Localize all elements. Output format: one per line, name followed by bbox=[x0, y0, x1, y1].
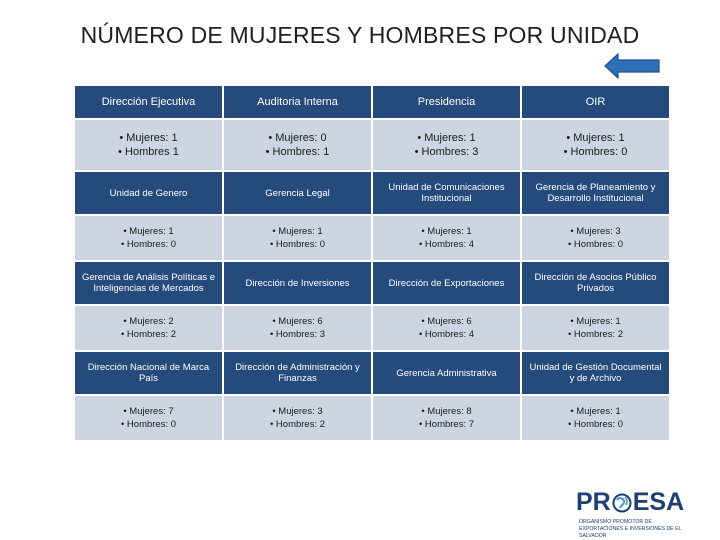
unit-name: Dirección Nacional de Marca País bbox=[75, 352, 222, 394]
header-row bbox=[75, 86, 670, 118]
men-count: • Hombres: 0 bbox=[563, 146, 628, 158]
proesa-logo bbox=[576, 488, 696, 539]
women-count: • Mujeres: 1 bbox=[272, 226, 323, 237]
unit-name: Dirección Ejecutiva bbox=[75, 86, 222, 118]
unit-name: Presidencia bbox=[373, 86, 520, 118]
unit-counts bbox=[373, 216, 520, 260]
logo-subtitle: ORGANISMO PROMOTOR DE EXPORTACIONES E INVERSIONES DE EL SALVADOR bbox=[579, 519, 682, 539]
data-row bbox=[75, 396, 670, 440]
unit-name: Gerencia de Análisis Políticas e Inteligencias de Mercados bbox=[75, 262, 222, 304]
women-count: • Mujeres: 3 bbox=[570, 226, 621, 237]
units-grid bbox=[75, 86, 670, 442]
unit-name: Dirección de Exportaciones bbox=[373, 262, 520, 304]
unit-counts bbox=[224, 216, 371, 260]
unit-name: OIR bbox=[522, 86, 669, 118]
unit-name: Dirección de Asocios Público Privados bbox=[522, 262, 669, 304]
data-row bbox=[75, 306, 670, 350]
globe-icon bbox=[612, 493, 632, 513]
men-count: • Hombres: 0 bbox=[269, 239, 326, 250]
men-count: • Hombres: 0 bbox=[120, 239, 177, 250]
men-count: • Hombres: 7 bbox=[418, 419, 475, 430]
men-count: • Hombres: 1 bbox=[265, 146, 330, 158]
unit-name: Gerencia Administrativa bbox=[373, 352, 520, 394]
unit-counts bbox=[373, 306, 520, 350]
header-row bbox=[75, 172, 670, 214]
men-count: • Hombres: 2 bbox=[567, 329, 624, 340]
unit-counts bbox=[75, 120, 222, 170]
women-count: • Mujeres: 1 bbox=[566, 132, 625, 144]
women-count: • Mujeres: 6 bbox=[272, 316, 323, 327]
unit-counts bbox=[224, 396, 371, 440]
unit-counts bbox=[75, 396, 222, 440]
logo-word-right: ESA bbox=[632, 488, 685, 516]
women-count: • Mujeres: 1 bbox=[421, 226, 472, 237]
logo-wordmark bbox=[576, 488, 684, 517]
men-count: • Hombres: 0 bbox=[567, 419, 624, 430]
unit-name: Gerencia Legal bbox=[224, 172, 371, 214]
unit-name: Unidad de Genero bbox=[75, 172, 222, 214]
men-count: • Hombres: 3 bbox=[414, 146, 479, 158]
unit-name: Dirección de Inversiones bbox=[224, 262, 371, 304]
men-count: • Hombres: 0 bbox=[567, 239, 624, 250]
men-count: • Hombres: 3 bbox=[269, 329, 326, 340]
women-count: • Mujeres: 1 bbox=[123, 226, 174, 237]
women-count: • Mujeres: 2 bbox=[123, 316, 174, 327]
header-row bbox=[75, 262, 670, 304]
women-count: • Mujeres: 7 bbox=[123, 406, 174, 417]
unit-counts bbox=[522, 120, 669, 170]
men-count: • Hombres: 4 bbox=[418, 239, 475, 250]
women-count: • Mujeres: 3 bbox=[272, 406, 323, 417]
men-count: • Hombres: 2 bbox=[120, 329, 177, 340]
unit-counts bbox=[522, 306, 669, 350]
women-count: • Mujeres: 0 bbox=[268, 132, 327, 144]
data-row bbox=[75, 216, 670, 260]
unit-name: Unidad de Gestión Documental y de Archivo bbox=[522, 352, 669, 394]
unit-counts bbox=[75, 306, 222, 350]
men-count: • Hombres 1 bbox=[118, 146, 179, 158]
men-count: • Hombres: 4 bbox=[418, 329, 475, 340]
women-count: • Mujeres: 6 bbox=[421, 316, 472, 327]
women-count: • Mujeres: 1 bbox=[119, 132, 178, 144]
women-count: • Mujeres: 1 bbox=[570, 406, 621, 417]
logo-word-left: PR bbox=[576, 488, 611, 516]
unit-counts bbox=[373, 120, 520, 170]
page-title: NÚMERO DE MUJERES Y HOMBRES POR UNIDAD bbox=[80, 22, 640, 48]
unit-name: Dirección de Administración y Finanzas bbox=[224, 352, 371, 394]
unit-counts bbox=[373, 396, 520, 440]
unit-name: Unidad de Comunicaciones Institucional bbox=[373, 172, 520, 214]
unit-counts bbox=[522, 216, 669, 260]
unit-counts bbox=[224, 306, 371, 350]
women-count: • Mujeres: 1 bbox=[417, 132, 476, 144]
men-count: • Hombres: 2 bbox=[269, 419, 326, 430]
men-count: • Hombres: 0 bbox=[120, 419, 177, 430]
unit-counts bbox=[522, 396, 669, 440]
women-count: • Mujeres: 1 bbox=[570, 316, 621, 327]
unit-name: Gerencia de Planeamiento y Desarrollo Institucional bbox=[522, 172, 669, 214]
women-count: • Mujeres: 8 bbox=[421, 406, 472, 417]
header-row bbox=[75, 352, 670, 394]
unit-counts bbox=[75, 216, 222, 260]
left-arrow-icon[interactable] bbox=[604, 53, 660, 79]
unit-name: Auditoria Interna bbox=[224, 86, 371, 118]
unit-counts bbox=[224, 120, 371, 170]
data-row bbox=[75, 120, 670, 170]
